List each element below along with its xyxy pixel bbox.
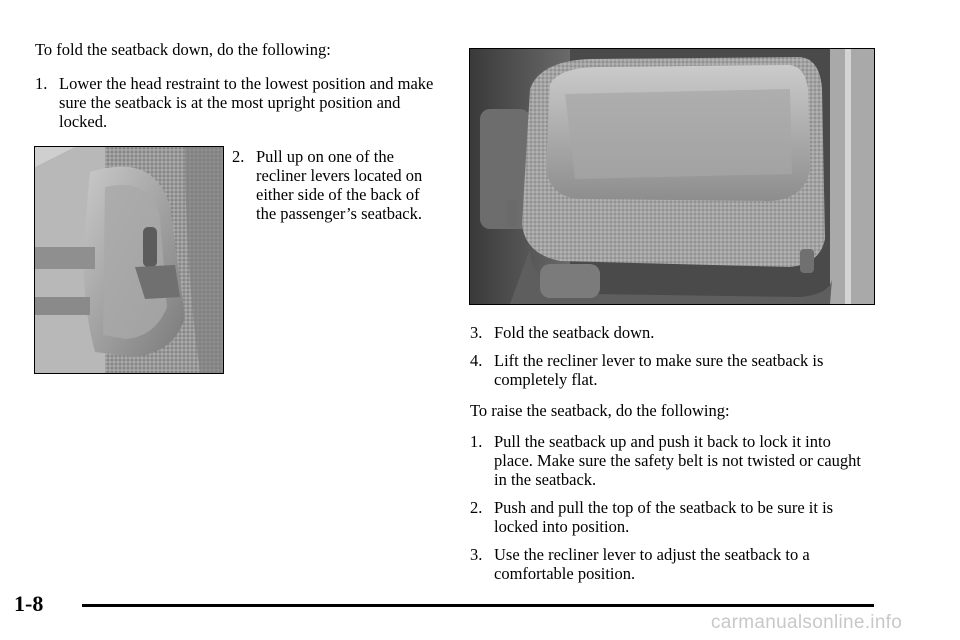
step-number: 2. [470,498,483,517]
step-text: Push and pull the top of the seatback to be sure it is locked into position. [494,498,834,536]
step-number: 2. [232,147,245,166]
step-text: Pull up on one of the recliner levers located on either side of the back of the passenger’s seatback. [256,147,423,223]
page-number: 1-8 [14,591,44,616]
step-text: Use the recliner lever to adjust the seatback to a comfortable position. [494,545,810,583]
step-number: 1. [470,432,483,451]
fold-step-1 [35,74,435,131]
intro-raise: To raise the seatback, do the following: [470,401,730,420]
step-number: 3. [470,323,483,342]
raise-step-1 [470,432,870,489]
step-number: 3. [470,545,483,564]
step-text: Lift the recliner lever to make sure the seatback is completely flat. [494,351,824,389]
step-text: Fold the seatback down. [494,323,655,342]
raise-step-2 [470,498,870,536]
raise-step-3 [470,545,870,583]
watermark: carmanualsonline.info [711,612,903,633]
step-number: 4. [470,351,483,370]
fold-steps-continued [470,323,870,389]
step-number: 1. [35,74,48,93]
step-text: Pull the seatback up and push it back to lock it into place. Make sure the safety belt is not twisted or caught in the seatback. [494,432,862,489]
footer-rule [82,604,874,607]
raise-steps [470,432,870,583]
fold-step-4 [470,351,870,389]
folded-seatback-photo [469,48,875,305]
fold-step-2 [232,147,432,223]
fold-step-3 [470,323,870,342]
recliner-lever-photo [34,146,224,374]
step-text: Lower the head restraint to the lowest position and make sure the seatback is at the most upright position and locked. [59,74,434,131]
intro-fold: To fold the seatback down, do the following: [35,40,331,59]
